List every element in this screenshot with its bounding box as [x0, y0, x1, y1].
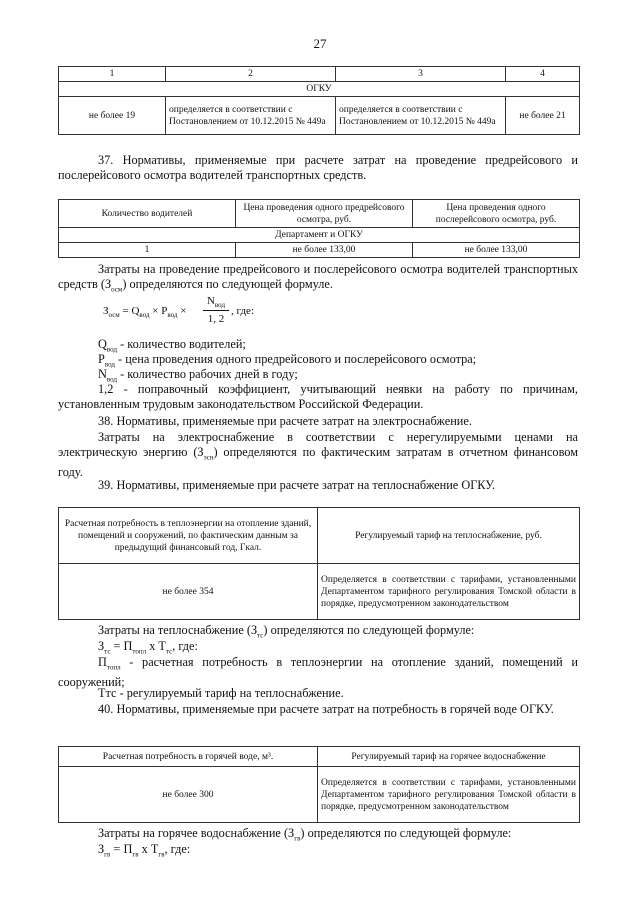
formula-water: $З_{гв} = П_{гв}$ х $Т_{гв}$, где:	[98, 842, 191, 859]
page-number: 27	[313, 36, 327, 51]
table-cell: не более 19	[59, 97, 166, 135]
paragraph-38: 38. Нормативы, применяемые при расчете затрат на электроснабжение.	[98, 414, 472, 428]
table-header: Цена проведения одного предрейсового осмотра, руб.	[236, 200, 413, 228]
col-number: 2	[166, 67, 336, 82]
col-number: 3	[336, 67, 506, 82]
table-medical-inspection	[58, 199, 580, 258]
table-cell: определяется в соответствии с Постановлением от 10.12.2015 № 449а	[166, 97, 336, 135]
table-row	[59, 767, 580, 823]
table-row	[59, 82, 580, 97]
paragraph-40: 40. Нормативы, применяемые при расчете затрат на потребность в горячей воде ОГКУ.	[98, 702, 554, 716]
table-cell: 1	[59, 243, 236, 258]
table-header-row	[59, 200, 580, 228]
def-heat-need: $П_{топл}$ - расчетная потребность в теплоэнергии на отопление зданий, помещений и сооружений;	[58, 655, 578, 690]
table-cell: не более 354	[59, 564, 318, 620]
col-number: 1	[59, 67, 166, 82]
table-cell: не более 133,00	[413, 243, 580, 258]
table-header: Расчетная потребность в горячей воде, м³.	[59, 747, 318, 767]
def-n: $N_{вод}$ - количество рабочих дней в году;	[98, 367, 298, 384]
table-row	[59, 228, 580, 243]
paragraph-heat: Затраты на теплоснабжение $(З_{тс})$ определяются по следующей формуле:	[98, 623, 475, 640]
paragraph-electricity: Затраты на электроснабжение в соответствии с нерегулируемыми ценами на электрическую энергию $(З_{эсн})$ определяются по фактическим затратам в отчетном финансовом году.	[58, 430, 578, 480]
table-header: Цена проведения одного послерейсового осмотра, руб.	[413, 200, 580, 228]
paragraph-osm: Затраты на проведение предрейсового и послерейсового осмотра водителей транспортных средств $(З_{осм})$ определяются по следующей формуле.	[58, 262, 578, 294]
table-cell: определяется в соответствии с Постановлением от 10.12.2015 № 449а	[336, 97, 506, 135]
table-row	[59, 97, 580, 135]
table-cell: не более 133,00	[236, 243, 413, 258]
table-hot-water	[58, 746, 580, 823]
formula-osm: $З_{осм} = Q_{вод} \times P_{вод}$ × $N_{вод}$ 1, 2 , где:	[103, 295, 254, 325]
table-cell: Определяется в соответствии с тарифами, установленными Департаментом тарифного регулирования Томской области в порядке, предусмотренном законодательством	[318, 564, 580, 620]
def-coefficient: 1,2 - поправочный коэффициент, учитывающий неявки на работу по причинам, установленным трудовым законодательством Российской Федерации.	[58, 382, 578, 411]
table-continuation	[58, 66, 580, 135]
table-header-row	[59, 747, 580, 767]
table-row	[59, 564, 580, 620]
group-row: ОГКУ	[59, 82, 580, 97]
table-cell: не более 300	[59, 767, 318, 823]
def-p: $P_{вод}$ - цена проведения одного предрейсового и послерейсового осмотра;	[98, 352, 477, 369]
table-cell: не более 21	[506, 97, 580, 135]
formula-heat: $З_{тс} = П_{топл}$ х $Т_{тс}$, где:	[98, 639, 198, 656]
def-q: $Q_{вод}$ - количество водителей;	[98, 337, 246, 354]
group-row: Департамент и ОГКУ	[59, 228, 580, 243]
table-cell: Определяется в соответствии с тарифами, установленными Департаментом тарифного регулирования Томской области в порядке, предусмотренном законодательством	[318, 767, 580, 823]
table-row	[59, 67, 580, 82]
table-row	[59, 243, 580, 258]
paragraph-39: 39. Нормативы, применяемые при расчете затрат на теплоснабжение ОГКУ.	[98, 478, 496, 492]
paragraph-37: 37. Нормативы, применяемые при расчете затрат на проведение предрейсового и послерейсового осмотра водителей транспортных средств.	[58, 153, 578, 182]
col-number: 4	[506, 67, 580, 82]
table-header-row	[59, 508, 580, 564]
table-header: Регулируемый тариф на горячее водоснабжение	[318, 747, 580, 767]
def-heat-tariff: Ттс - регулируемый тариф на теплоснабжение.	[98, 686, 344, 700]
paragraph-water: Затраты на горячее водоснабжение $(З_{гв})$ определяются по следующей формуле:	[98, 826, 512, 843]
table-heat	[58, 507, 580, 620]
table-header: Расчетная потребность в теплоэнергии на отопление зданий, помещений и сооружений, по фактическим данным за предыдущий финансовый год, Гкал.	[59, 508, 318, 564]
table-header: Количество водителей	[59, 200, 236, 228]
table-header: Регулируемый тариф на теплоснабжение, руб.	[318, 508, 580, 564]
